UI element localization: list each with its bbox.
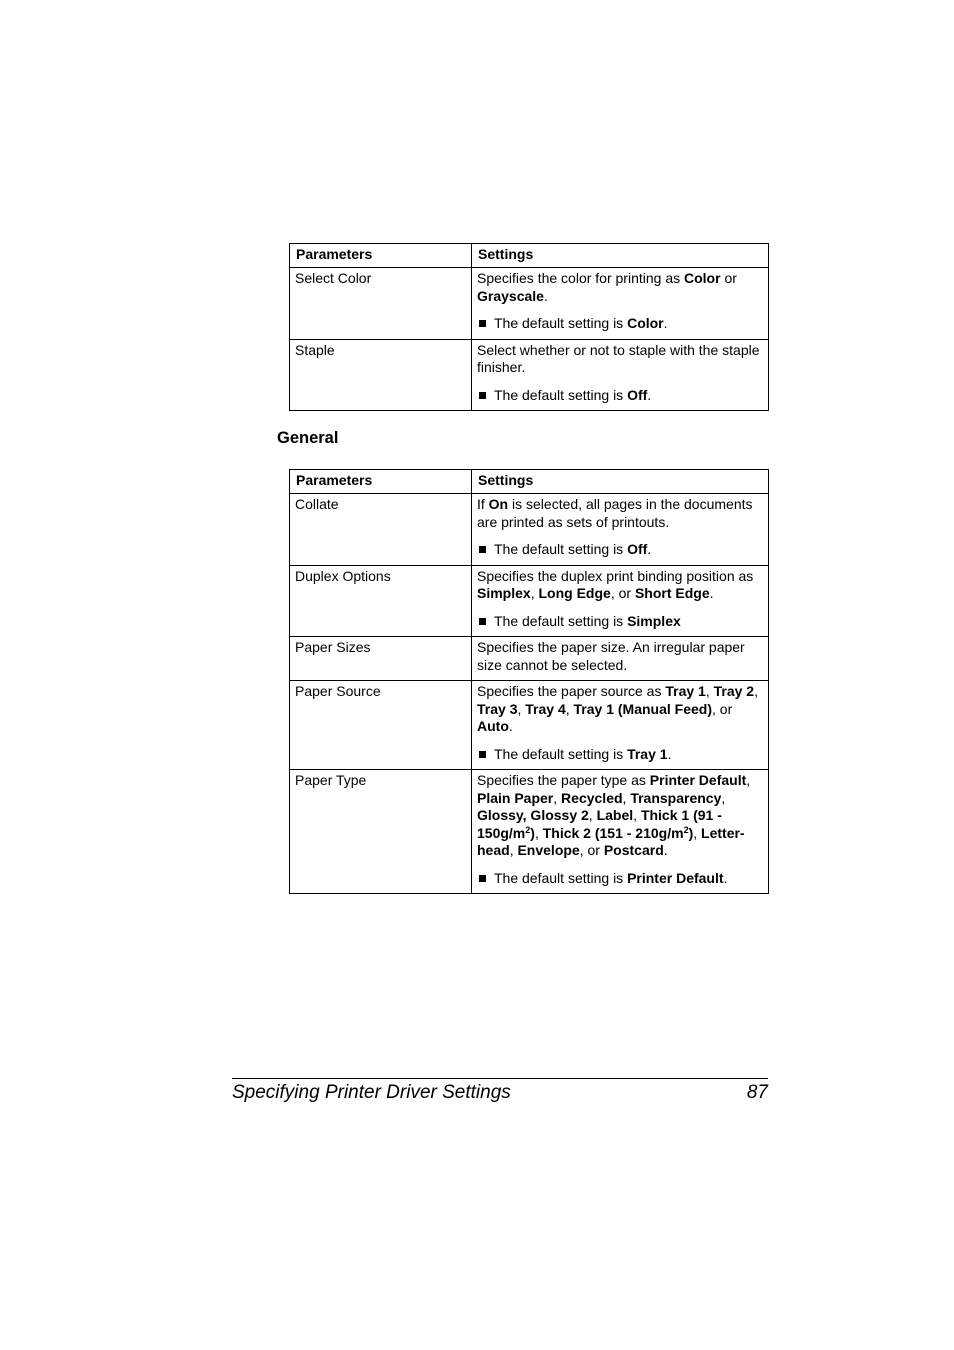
- text-run: ,: [754, 683, 758, 699]
- bold-term: Grayscale: [477, 287, 544, 304]
- text-run: .: [709, 585, 714, 601]
- text-run: , or: [610, 585, 635, 601]
- general-parameters-table: [289, 469, 769, 894]
- parameter-name: Collate: [290, 494, 472, 566]
- bold-term: Tray 1: [665, 683, 706, 699]
- text-run: ,: [705, 683, 714, 699]
- table-row: [290, 494, 769, 566]
- default-setting-note: [477, 746, 763, 764]
- setting-description: [477, 568, 763, 603]
- table-row: [290, 770, 769, 894]
- bold-term: Label: [596, 807, 634, 823]
- bold-term: Envelope: [517, 842, 580, 858]
- table-row: [290, 681, 769, 770]
- settings-column-header: Settings: [472, 244, 769, 268]
- default-setting-note: [477, 541, 763, 559]
- parameter-name: Paper Type: [290, 770, 472, 894]
- bold-term: Tray 1 (Manual Feed): [573, 700, 713, 717]
- setting-description: [477, 270, 763, 305]
- bold-term: Plain Paper: [477, 789, 554, 806]
- text-run: Specifies the duplex print binding position as: [477, 567, 754, 584]
- parameters-column-header: Parameters: [290, 244, 472, 268]
- bold-term: Printer Default: [627, 869, 724, 886]
- text-run: ,: [509, 842, 518, 858]
- setting-description: [477, 683, 763, 736]
- table-row: [290, 339, 769, 411]
- square-bullet-icon: [479, 392, 486, 399]
- table-row: [290, 637, 769, 681]
- table-header-row: [290, 470, 769, 494]
- page-number: 87: [746, 1082, 768, 1103]
- bold-term: Tray 2: [713, 683, 755, 699]
- section-title: General: [277, 429, 339, 447]
- footer-divider: [232, 1078, 768, 1079]
- bold-term: Recycled: [561, 789, 623, 806]
- table-header-row: [290, 244, 769, 268]
- bold-term: Long Edge: [538, 585, 611, 601]
- bold-term: Thick 1 (91 - 150g/m: [477, 807, 722, 841]
- text-run: ,: [530, 585, 539, 601]
- text-run: ,: [746, 772, 751, 788]
- default-setting-note: [477, 870, 763, 888]
- bold-term: Transparency: [630, 789, 722, 806]
- setting-description: [477, 342, 763, 377]
- text-run: .: [723, 869, 728, 886]
- text-run: ,: [553, 789, 562, 806]
- text-run: The default setting is: [494, 745, 628, 762]
- square-bullet-icon: [479, 546, 486, 553]
- setting-description-cell: [472, 339, 769, 411]
- text-run: .: [667, 745, 672, 762]
- setting-description: [477, 496, 763, 531]
- default-setting-note: [477, 613, 763, 631]
- default-setting-note: [477, 315, 763, 333]
- bold-term: Short Edge: [634, 585, 710, 601]
- text-run: is selected, all pages in the documents are printed as sets of printouts.: [477, 496, 753, 530]
- bold-term: On: [488, 496, 509, 512]
- bold-term: Color: [627, 315, 664, 331]
- square-bullet-icon: [479, 875, 486, 882]
- text-run: .: [647, 541, 652, 557]
- text-run: ,: [517, 700, 526, 717]
- text-run: ,: [534, 824, 543, 841]
- text-run: .: [508, 718, 513, 734]
- text-run: ,: [588, 807, 597, 823]
- bold-term: Thick 2 (151 - 210g/m: [542, 824, 684, 841]
- parameter-name: Staple: [290, 339, 472, 411]
- table-row: [290, 268, 769, 340]
- footer-title: Specifying Printer Driver Settings: [232, 1082, 511, 1103]
- setting-description-cell: [472, 637, 769, 681]
- bold-term: Simplex: [627, 612, 681, 629]
- text-run: Specifies the paper source as: [477, 683, 666, 699]
- parameter-name: Paper Source: [290, 681, 472, 770]
- square-bullet-icon: [479, 751, 486, 758]
- setting-description-cell: [472, 770, 769, 894]
- bold-term: ): [530, 824, 535, 841]
- text-run: ,: [565, 700, 574, 717]
- text-run: The default setting is: [494, 315, 628, 331]
- bold-term: Auto: [477, 718, 509, 734]
- parameter-name: Paper Sizes: [290, 637, 472, 681]
- setting-description-cell: [472, 681, 769, 770]
- parameter-name: Duplex Options: [290, 565, 472, 637]
- parameters-column-header: Parameters: [290, 470, 472, 494]
- text-run: ,: [693, 824, 702, 841]
- text-run: ,: [633, 807, 641, 823]
- square-bullet-icon: [479, 618, 486, 625]
- bold-term: Postcard: [603, 842, 664, 858]
- text-run: Select whether or not to staple with the staple finisher.: [477, 341, 760, 375]
- bold-term: Off: [627, 386, 648, 403]
- text-run: The default setting is: [494, 541, 628, 557]
- bold-term: 2: [683, 824, 689, 835]
- bold-term: Color: [684, 270, 721, 286]
- settings-column-header: Settings: [472, 470, 769, 494]
- text-run: Specifies the paper type as: [477, 772, 650, 788]
- text-run: , or: [579, 842, 604, 858]
- text-run: The default setting is: [494, 612, 628, 629]
- bold-term: Tray 4: [525, 700, 566, 717]
- bold-term: Off: [627, 541, 648, 557]
- text-run: .: [663, 315, 668, 331]
- text-run: .: [647, 386, 652, 403]
- setting-description-cell: [472, 268, 769, 340]
- setting-description: [477, 772, 763, 860]
- text-run: .: [663, 842, 668, 858]
- text-run: ,: [622, 789, 631, 806]
- bold-term: Tray 3: [477, 700, 518, 717]
- text-run: The default setting is: [494, 869, 628, 886]
- bold-term: Letter-head: [477, 824, 745, 858]
- bold-term: Tray 1: [627, 745, 668, 762]
- bold-term: Printer Default: [649, 772, 747, 788]
- bold-term: Simplex: [477, 585, 531, 601]
- square-bullet-icon: [479, 320, 486, 327]
- parameter-name: Select Color: [290, 268, 472, 340]
- text-run: .: [543, 287, 548, 304]
- bold-term: Glossy, Glossy 2: [477, 807, 589, 823]
- text-run: Specifies the paper size. An irregular paper size cannot be selected.: [477, 639, 745, 673]
- text-run: or: [720, 270, 737, 286]
- table-row: [290, 565, 769, 637]
- text-run: , or: [712, 700, 733, 717]
- text-run: The default setting is: [494, 386, 628, 403]
- default-setting-note: [477, 387, 763, 405]
- color-staple-parameters-table: [289, 243, 769, 411]
- setting-description: [477, 639, 763, 674]
- bold-term: 2: [525, 824, 531, 835]
- text-run: If: [477, 496, 489, 512]
- setting-description-cell: [472, 494, 769, 566]
- bold-term: ): [688, 824, 694, 841]
- setting-description-cell: [472, 565, 769, 637]
- text-run: ,: [721, 789, 726, 806]
- text-run: Specifies the color for printing as: [477, 270, 684, 286]
